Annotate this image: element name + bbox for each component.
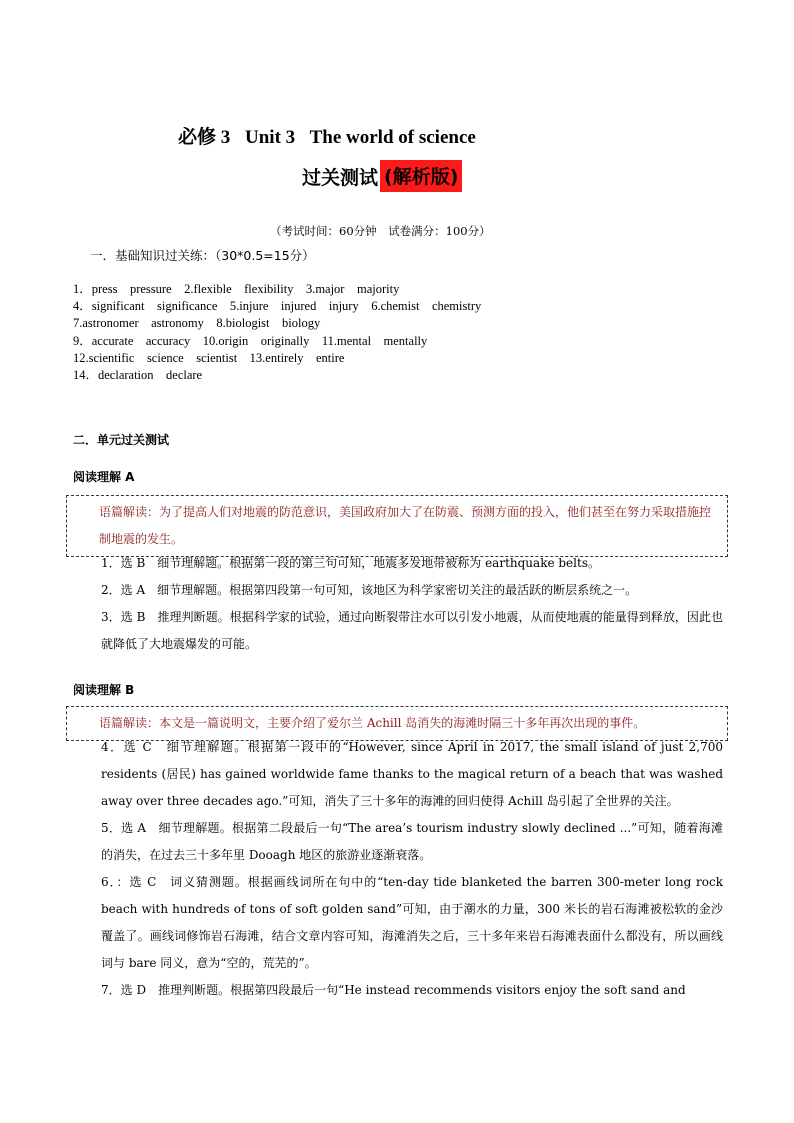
reading-a-heading: 阅读理解 A [73,470,135,484]
reading-a-summary: 语篇解读：为了提高人们对地震的防范意识，美国政府加大了在防震、预测方面的投入，他们甚至在努力采取措施控制地震的发生。 [99,505,712,546]
answer-item: 4．选 C 细节理解题。根据第一段中的“However, since April in 2017, the small island of just 2,700 residents (居民) has gained worldwide fame thanks to the magical return of a beach that was washed away over three decades ago.”可知，消失了三十多年的海滩的回归使得 Achill 岛引起了全世界的关注。 [101,740,723,808]
vocab-line: 9．accurate accuracy 10.origin originally 11.mental mentally [73,333,428,348]
reading-b-answers [73,734,723,1004]
answer-item: 6．：选 C 词义猜测题。根据画线词所在句中的“ten-day tide blanketed the barren 300-meter long rock beach with hundreds of tons of soft golden sand”可知，由于潮水的力量，300 米长的岩石海滩被松软的金沙覆盖了。画线词修饰岩石海滩，结合文章内容可知，海滩消失之后，三十多年来岩石海滩表面什么都没有，所以画线词与 bare 同义，意为“空的，荒芜的”。 [101,875,723,970]
vocab-line: 4．significant significance 5.injure injured injury 6.chemist chemistry [73,299,482,314]
reading-a-summary-box [66,495,728,557]
vocab-line: 1．press pressure 2.flexible flexibility 3.major majority [73,282,400,296]
vocab-line: 12.scientific science scientist 13.entirely entire [73,350,345,365]
course-label: 必修 3 [178,127,231,148]
subtitle-text: 过关测试 [302,166,379,189]
topic-label: The world of science [309,127,476,148]
vocabulary-answers [73,281,481,384]
vocab-line: 7.astronomer astronomy 8.biologist biology [73,316,321,331]
reading-a-answers [73,550,723,658]
unit-label: Unit 3 [245,127,296,148]
answer-item: 2．选 A 细节理解题。根据第四段第一句可知，该地区为科学家密切关注的最活跃的断层系统之一。 [101,583,638,597]
reading-b-heading: 阅读理解 B [73,683,135,697]
answer-item: 5．选 A 细节理解题。根据第二段最后一句“The area’s tourism industry slowly declined ...”可知，随着海滩的消失，在过去三十多年里 Dooagh 地区的旅游业逐渐衰落。 [101,821,723,862]
answer-item: 3．选 B 推理判断题。根据科学家的试验，通过向断裂带注水可以引发小地震，从而使地震的能量得到释放，因此也就降低了大地震爆发的可能。 [101,610,723,651]
document-subtitle [302,160,462,192]
exam-info: （考试时间：60分钟 试卷满分：100分） [270,224,491,238]
reading-b-summary: 语篇解读：本文是一篇说明文，主要介绍了爱尔兰 Achill 岛消失的海滩时隔三十多年再次出现的事件。 [99,716,646,730]
section1-heading: 一．基础知识过关练：（30*0.5=15分） [90,248,315,263]
answer-version-badge: (解析版) [380,160,462,192]
answer-item: 1．选 B 细节理解题。根据第一段的第三句可知，地震多发地带被称为 earthquake belts。 [101,556,600,570]
answer-item: 7．选 D 推理判断题。根据第四段最后一句“He instead recommends visitors enjoy the soft sand and [101,983,686,997]
document-title [178,122,486,149]
vocab-line: 14．declaration declare [73,368,203,383]
section2-heading: 二．单元过关测试 [73,433,170,447]
